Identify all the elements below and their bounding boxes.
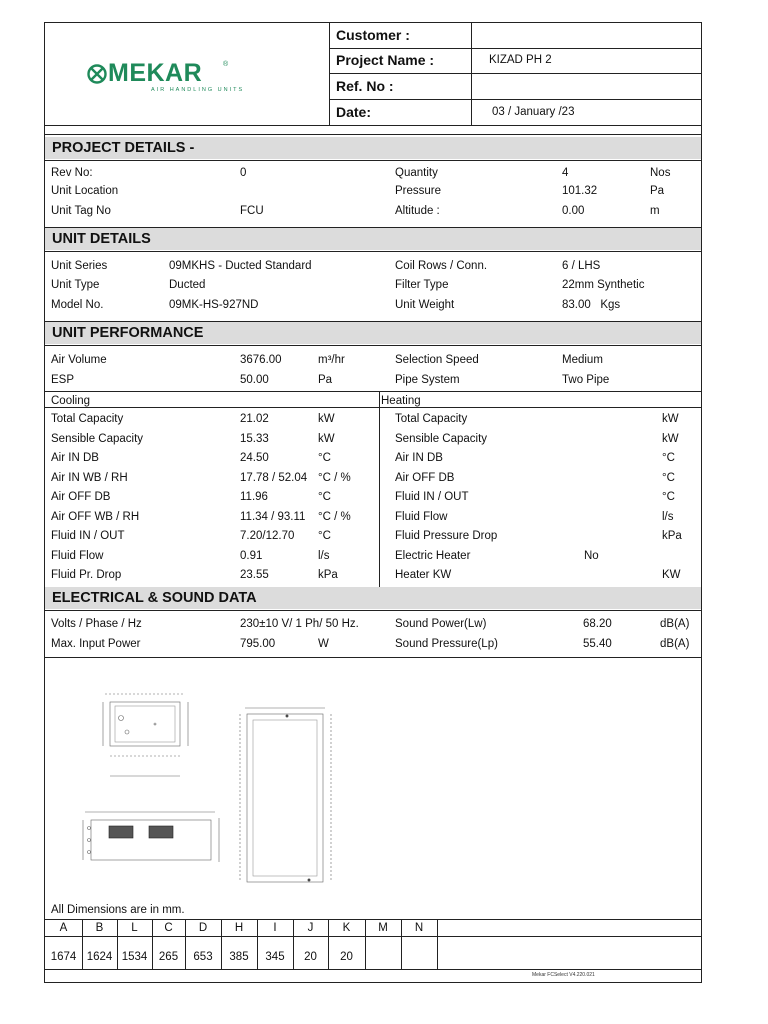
header-value-divider [471, 23, 472, 125]
unit-performance-header: UNIT PERFORMANCE [45, 322, 701, 344]
heating-label: Heating [381, 395, 421, 407]
dim-table-header-line [45, 936, 701, 937]
dim-value-cell: 265 [158, 951, 179, 963]
cooling-heating-top-line [45, 391, 701, 392]
cooling-row-value: 17.78 / 52.04 [240, 472, 308, 484]
dim-header-cell: J [307, 922, 314, 934]
dim-header-cell: B [95, 922, 104, 934]
cooling-row-value: 24.50 [240, 452, 269, 464]
customer-label: Customer : [336, 27, 410, 43]
dim-header-cell: N [414, 922, 424, 934]
project-details-header: PROJECT DETAILS - [45, 137, 701, 159]
heating-row-unit: KW [662, 569, 681, 581]
datasheet: MEKAR ® AIR HANDLING UNITS Customer : Project Name : KIZAD PH 2 Ref. No : Date: 03 / January /23 PROJECT DETAILS - Rev No: 0 Quantity 4 Nos Unit Location Pressure 101.32 Pa Unit Tag No FCU Altitude : 0.00 m UNIT DETAILS Unit Series 09MKHS - Ducted Standard Coil Rows / Conn. 6 / LHS Unit Type Ducted Filter Type 22mm Synthetic Model No. 09MK-HS-927ND Unit Weight 83.00 Kgs UNIT PERFORMANCE Air Volume 3676.00 m³/hr Selection Speed Medium ESP 50.00 Pa Pipe System Two Pipe Cooling Heating Total Capacity 21.02 kW Sensible Capacity 15.33 kW Air IN DB 24.50 °C Air IN WB / RH 17.78 / 52.04 °C / % Air OFF DB 11.96 °C Air OFF WB / RH 11.34 / 93.11 °C / % Fluid IN / OUT 7.20/12.70 °C Fluid Flow 0.91 l/s Fluid Pr. Drop 23.55 kPa Total Capacity kW Sensible Capacity kW Air IN DB °C Air OFF DB °C Fluid IN / OUT °C Fluid Flow l/s Fluid Pressure Drop kPa Electric Heater No Heater KW KW ELECTRICAL & SOUND DATA Volts / Phase / Hz 230±10 V/ 1 Ph/ 50 Hz. Sound Power(Lw) 68.20 dB(A) Max. Input Power 795.00 W Sound Pressure(Lp) 55.40 dB(A) All Dimensions are in mm. A 1674 B 1624 L 1534 C 265 D 653 H 385 I 345 J 20 K 20 M N Mekar FCSelect V4.220.021 [44, 22, 702, 983]
section-line [45, 657, 701, 658]
ref-no-label: Ref. No : [336, 78, 394, 94]
dim-value-cell: 345 [265, 951, 285, 963]
dim-header-cell: D [198, 922, 208, 934]
spacer-line [45, 134, 701, 135]
cooling-row-value: 11.34 / 93.11 [240, 511, 306, 523]
footer-version: Mekar FCSelect V4.220.021 [532, 972, 595, 978]
dim-header-cell: M [378, 922, 388, 934]
heating-row-label: Heater KW [395, 569, 452, 581]
dim-header-cell: L [131, 922, 138, 934]
cooling-heating-divider [379, 391, 380, 587]
heating-row-unit: kW [662, 433, 679, 445]
cooling-row-unit: °C [318, 530, 331, 542]
cooling-row-value: 21.02 [240, 413, 269, 425]
heating-row-label: Fluid IN / OUT [395, 491, 469, 503]
header-bottom-line [45, 125, 701, 126]
section-line [45, 251, 701, 252]
cooling-row-value: 0.91 [240, 550, 263, 562]
logo-mark-icon [87, 64, 107, 84]
unit-drawing [55, 668, 375, 898]
logo-brand: MEKAR [108, 59, 203, 87]
dim-header-cell: H [234, 922, 244, 934]
heating-row-label: Air IN DB [395, 452, 443, 464]
heating-row-value: No [584, 550, 599, 562]
cooling-row-label: Fluid Flow [51, 550, 104, 562]
cooling-row-unit: kW [318, 413, 335, 425]
dim-value-cell: 653 [193, 951, 213, 963]
cooling-row-unit: °C [318, 491, 331, 503]
cooling-row-unit: kPa [318, 569, 338, 581]
date-value: 03 / January /23 [492, 106, 575, 118]
dim-value-cell: 1624 [86, 951, 113, 963]
section-line [45, 160, 701, 161]
dim-value-cell: 20 [304, 951, 317, 963]
dim-value-cell: 1534 [121, 951, 148, 963]
cooling-row-value: 7.20/12.70 [240, 530, 295, 542]
cooling-row-value: 11.96 [240, 491, 268, 503]
dim-col-divider [437, 919, 438, 969]
dim-header-cell: C [164, 922, 173, 934]
heating-row-unit: kW [662, 413, 679, 425]
cooling-label: Cooling [51, 395, 90, 407]
heating-row-label: Electric Heater [395, 550, 471, 562]
project-name-value: KIZAD PH 2 [489, 54, 552, 66]
section-line [45, 610, 701, 611]
date-label: Date: [336, 104, 372, 120]
header-divider [329, 23, 330, 125]
cooling-row-label: Total Capacity [51, 413, 124, 425]
dim-header-cell: K [342, 922, 351, 934]
heating-row-label: Total Capacity [395, 413, 468, 425]
section-line [45, 345, 701, 346]
cooling-row-label: Fluid Pr. Drop [51, 569, 122, 581]
cooling-row-label: Air OFF DB [51, 491, 111, 503]
heating-row-unit: °C [662, 491, 675, 503]
dim-value-cell: 20 [340, 951, 353, 963]
cooling-row-unit: °C / % [318, 472, 351, 484]
heating-row-label: Sensible Capacity [395, 433, 488, 445]
header-row-line [329, 48, 701, 49]
cooling-row-unit: °C [318, 452, 331, 464]
cooling-row-label: Air OFF WB / RH [51, 511, 140, 523]
dim-value-cell: 1674 [50, 951, 77, 963]
heating-row-unit: l/s [662, 511, 674, 523]
heating-row-label: Fluid Flow [395, 511, 448, 523]
cooling-row-label: Sensible Capacity [51, 433, 144, 445]
unit-details-header: UNIT DETAILS [45, 228, 701, 250]
heating-row-unit: kPa [662, 530, 682, 542]
dim-header-cell: A [59, 922, 68, 934]
dimensions-note: All Dimensions are in mm. [51, 904, 185, 916]
header-row-line [329, 73, 701, 74]
dim-table-top-line [45, 919, 701, 920]
cooling-row-label: Air IN WB / RH [51, 472, 128, 484]
electrical-header: ELECTRICAL & SOUND DATA [45, 587, 701, 609]
cooling-row-unit: l/s [318, 550, 330, 562]
heating-row-unit: °C [662, 452, 675, 464]
heating-row-label: Fluid Pressure Drop [395, 530, 498, 542]
logo-registered: ® [223, 61, 229, 68]
cooling-row-label: Air IN DB [51, 452, 99, 464]
cooling-row-unit: kW [318, 433, 335, 445]
cooling-row-label: Fluid IN / OUT [51, 530, 125, 542]
project-name-label: Project Name : [336, 52, 435, 68]
cooling-row-value: 23.55 [240, 569, 269, 581]
cooling-row-unit: °C / % [318, 511, 351, 523]
header-row-line [329, 99, 701, 100]
logo-tagline: AIR HANDLING UNITS [151, 87, 245, 93]
dim-header-cell: I [273, 922, 277, 934]
dim-table-bottom-line [45, 969, 701, 970]
dim-value-cell: 385 [229, 951, 249, 963]
cooling-row-value: 15.33 [240, 433, 269, 445]
cooling-heating-label-line [45, 407, 701, 408]
heating-row-label: Air OFF DB [395, 472, 455, 484]
heating-row-unit: °C [662, 472, 675, 484]
